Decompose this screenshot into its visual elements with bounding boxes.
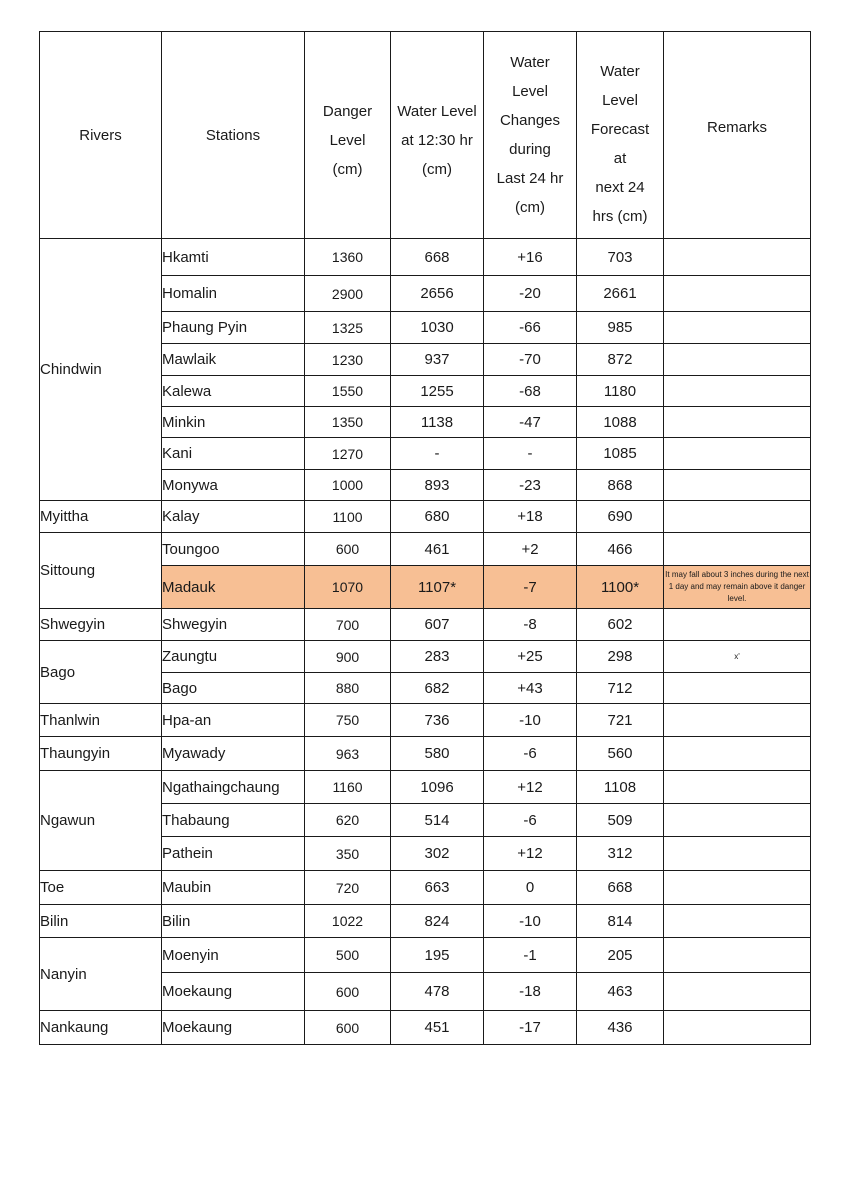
change-cell: -18 xyxy=(484,973,577,1011)
header-line: Level xyxy=(602,92,638,109)
station-cell: Kalay xyxy=(162,501,305,533)
header-line: Last 24 hr xyxy=(496,170,564,187)
remarks-cell xyxy=(664,470,811,501)
danger-level-header xyxy=(305,32,391,239)
station-cell: Minkin xyxy=(162,407,305,438)
danger-level-cell: 700 xyxy=(305,609,391,641)
remarks-cell xyxy=(664,837,811,871)
change-cell: -20 xyxy=(484,276,577,312)
station-cell: Shwegyin xyxy=(162,609,305,641)
water-level-cell: 663 xyxy=(391,871,484,905)
forecast-cell: 298 xyxy=(577,641,664,673)
forecast-cell: 312 xyxy=(577,837,664,871)
danger-level-cell: 1550 xyxy=(305,376,391,407)
danger-level-cell: 1100 xyxy=(305,501,391,533)
river-cell: Chindwin xyxy=(40,239,162,501)
header-line: Changes xyxy=(499,112,561,129)
change-cell: -6 xyxy=(484,737,577,771)
header-line: at 12:30 hr xyxy=(401,131,473,149)
water-level-cell: 283 xyxy=(391,641,484,673)
header-line: Water xyxy=(600,63,640,80)
remarks-cell xyxy=(664,771,811,804)
danger-level-cell: 620 xyxy=(305,804,391,837)
header-line: Forecast xyxy=(590,121,650,138)
station-cell: Phaung Pyin xyxy=(162,312,305,344)
danger-level-cell: 1070 xyxy=(305,566,391,609)
water-level-cell: 302 xyxy=(391,837,484,871)
change-cell: -1 xyxy=(484,938,577,973)
table-row xyxy=(40,905,811,938)
header-line: (cm) xyxy=(515,199,545,216)
forecast-cell: 1085 xyxy=(577,438,664,470)
header-line: Water Level xyxy=(397,102,477,120)
remarks-cell xyxy=(664,407,811,438)
river-cell: Ngawun xyxy=(40,771,162,871)
remarks-cell xyxy=(664,704,811,737)
change-cell: -47 xyxy=(484,407,577,438)
danger-level-cell: 1230 xyxy=(305,344,391,376)
change-cell: +25 xyxy=(484,641,577,673)
water-level-cell: 1255 xyxy=(391,376,484,407)
station-cell: Kalewa xyxy=(162,376,305,407)
water-level-cell: 461 xyxy=(391,533,484,566)
header-row xyxy=(40,32,811,239)
river-cell: Bilin xyxy=(40,905,162,938)
table-row xyxy=(40,1011,811,1045)
change-cell: -70 xyxy=(484,344,577,376)
table-row xyxy=(40,641,811,673)
danger-level-cell: 1160 xyxy=(305,771,391,804)
remarks-cell xyxy=(664,438,811,470)
table-row xyxy=(40,938,811,973)
change-cell: +43 xyxy=(484,673,577,704)
danger-level-cell: 600 xyxy=(305,1011,391,1045)
forecast-cell: 602 xyxy=(577,609,664,641)
water-level-cell: 682 xyxy=(391,673,484,704)
station-cell: Moekaung xyxy=(162,973,305,1011)
forecast-cell: 703 xyxy=(577,239,664,276)
water-level-cell: 2656 xyxy=(391,276,484,312)
station-cell: Thabaung xyxy=(162,804,305,837)
change-cell: -23 xyxy=(484,470,577,501)
table-row xyxy=(40,871,811,905)
danger-level-cell: 900 xyxy=(305,641,391,673)
forecast-cell: 868 xyxy=(577,470,664,501)
water-level-cell: 680 xyxy=(391,501,484,533)
danger-level-cell: 600 xyxy=(305,533,391,566)
forecast-cell: 690 xyxy=(577,501,664,533)
forecast-cell: 985 xyxy=(577,312,664,344)
river-cell: Sittoung xyxy=(40,533,162,609)
water-level-cell: 668 xyxy=(391,239,484,276)
table-row xyxy=(40,533,811,566)
changes-header xyxy=(484,32,577,239)
change-cell: -68 xyxy=(484,376,577,407)
river-cell: Bago xyxy=(40,641,162,704)
station-cell: Hpa-an xyxy=(162,704,305,737)
header-line: next 24 xyxy=(595,179,645,196)
forecast-cell: 509 xyxy=(577,804,664,837)
station-cell: Toungoo xyxy=(162,533,305,566)
forecast-cell: 205 xyxy=(577,938,664,973)
change-cell: -7 xyxy=(484,566,577,609)
station-cell: Hkamti xyxy=(162,239,305,276)
station-cell: Bilin xyxy=(162,905,305,938)
forecast-cell: 1108 xyxy=(577,771,664,804)
forecast-cell: 463 xyxy=(577,973,664,1011)
station-cell: Kani xyxy=(162,438,305,470)
danger-level-cell: 2900 xyxy=(305,276,391,312)
header-line: Level xyxy=(512,83,548,100)
forecast-cell: 436 xyxy=(577,1011,664,1045)
danger-level-cell: 350 xyxy=(305,837,391,871)
remarks-cell xyxy=(664,376,811,407)
forecast-cell: 872 xyxy=(577,344,664,376)
header-line: hrs (cm) xyxy=(592,208,648,225)
water-level-cell: 1096 xyxy=(391,771,484,804)
remarks-cell xyxy=(664,905,811,938)
danger-level-cell: 1350 xyxy=(305,407,391,438)
forecast-header xyxy=(577,32,664,239)
station-cell: Myawady xyxy=(162,737,305,771)
remarks-cell xyxy=(664,938,811,973)
remarks-cell xyxy=(664,239,811,276)
remarks-cell xyxy=(664,609,811,641)
water-level-cell: 736 xyxy=(391,704,484,737)
danger-level-cell: 600 xyxy=(305,973,391,1011)
station-cell: Maubin xyxy=(162,871,305,905)
forecast-cell: 1088 xyxy=(577,407,664,438)
forecast-cell: 712 xyxy=(577,673,664,704)
danger-level-cell: 1000 xyxy=(305,470,391,501)
table-row xyxy=(40,737,811,771)
forecast-cell: 814 xyxy=(577,905,664,938)
river-cell: Myittha xyxy=(40,501,162,533)
change-cell: -10 xyxy=(484,905,577,938)
forecast-cell: 560 xyxy=(577,737,664,771)
change-cell: +18 xyxy=(484,501,577,533)
change-cell: -10 xyxy=(484,704,577,737)
header-line: Water xyxy=(510,54,550,71)
remarks-cell xyxy=(664,973,811,1011)
danger-level-cell: 720 xyxy=(305,871,391,905)
remarks-cell xyxy=(664,312,811,344)
header-line: at xyxy=(613,150,627,167)
forecast-cell: 721 xyxy=(577,704,664,737)
remarks-cell xyxy=(664,344,811,376)
change-cell: - xyxy=(484,438,577,470)
river-cell: Nanyin xyxy=(40,938,162,1011)
rivers-header: Rivers xyxy=(40,32,162,239)
water-level-cell: 451 xyxy=(391,1011,484,1045)
stations-header: Stations xyxy=(162,32,305,239)
water-level-cell: 1138 xyxy=(391,407,484,438)
water-level-cell: 580 xyxy=(391,737,484,771)
table-row xyxy=(40,239,811,276)
remarks-cell: x' xyxy=(664,641,811,673)
danger-level-cell: 750 xyxy=(305,704,391,737)
danger-level-cell: 1022 xyxy=(305,905,391,938)
forecast-cell: 466 xyxy=(577,533,664,566)
danger-level-cell: 500 xyxy=(305,938,391,973)
water-level-table xyxy=(39,31,811,1045)
station-cell: Monywa xyxy=(162,470,305,501)
station-cell: Bago xyxy=(162,673,305,704)
remarks-cell xyxy=(664,501,811,533)
danger-level-cell: 1270 xyxy=(305,438,391,470)
header-line: (cm) xyxy=(332,160,363,178)
river-cell: Toe xyxy=(40,871,162,905)
station-cell: Ngathaingchaung xyxy=(162,771,305,804)
station-cell: Madauk xyxy=(162,566,305,609)
table-body xyxy=(40,239,811,1045)
header-line: during xyxy=(509,141,551,158)
water-level-header xyxy=(391,32,484,239)
river-cell: Shwegyin xyxy=(40,609,162,641)
header-line: (cm) xyxy=(422,160,452,178)
danger-level-cell: 880 xyxy=(305,673,391,704)
station-cell: Zaungtu xyxy=(162,641,305,673)
station-cell: Homalin xyxy=(162,276,305,312)
water-level-cell: 514 xyxy=(391,804,484,837)
water-level-cell: 1030 xyxy=(391,312,484,344)
table-row xyxy=(40,771,811,804)
river-cell: Thanlwin xyxy=(40,704,162,737)
change-cell: -17 xyxy=(484,1011,577,1045)
station-cell: Moenyin xyxy=(162,938,305,973)
remarks-cell xyxy=(664,871,811,905)
change-cell: +12 xyxy=(484,837,577,871)
water-level-cell: 607 xyxy=(391,609,484,641)
table-row xyxy=(40,501,811,533)
change-cell: -8 xyxy=(484,609,577,641)
water-level-cell: 824 xyxy=(391,905,484,938)
remarks-cell xyxy=(664,1011,811,1045)
remarks-cell xyxy=(664,276,811,312)
water-level-cell: 1107* xyxy=(391,566,484,609)
danger-level-cell: 1360 xyxy=(305,239,391,276)
remarks-cell xyxy=(664,533,811,566)
header-line: Danger xyxy=(322,102,373,120)
water-level-cell: 195 xyxy=(391,938,484,973)
change-cell: +2 xyxy=(484,533,577,566)
river-cell: Thaungyin xyxy=(40,737,162,771)
station-cell: Pathein xyxy=(162,837,305,871)
river-cell: Nankaung xyxy=(40,1011,162,1045)
forecast-cell: 2661 xyxy=(577,276,664,312)
table-row xyxy=(40,609,811,641)
water-level-cell: 478 xyxy=(391,973,484,1011)
water-level-cell: 893 xyxy=(391,470,484,501)
remarks-cell xyxy=(664,737,811,771)
forecast-cell: 1100* xyxy=(577,566,664,609)
forecast-cell: 668 xyxy=(577,871,664,905)
danger-level-cell: 963 xyxy=(305,737,391,771)
station-cell: Mawlaik xyxy=(162,344,305,376)
forecast-cell: 1180 xyxy=(577,376,664,407)
remarks-cell xyxy=(664,804,811,837)
change-cell: 0 xyxy=(484,871,577,905)
change-cell: -66 xyxy=(484,312,577,344)
station-cell: Moekaung xyxy=(162,1011,305,1045)
remarks-cell xyxy=(664,673,811,704)
remarks-cell: It may fall about 3 inches during the next 1 day and may remain above it danger level. xyxy=(664,566,811,609)
change-cell: +12 xyxy=(484,771,577,804)
table-row xyxy=(40,704,811,737)
water-level-cell: - xyxy=(391,438,484,470)
remarks-header: Remarks xyxy=(664,32,811,239)
change-cell: +16 xyxy=(484,239,577,276)
change-cell: -6 xyxy=(484,804,577,837)
header-line: Level xyxy=(329,131,366,149)
danger-level-cell: 1325 xyxy=(305,312,391,344)
water-level-cell: 937 xyxy=(391,344,484,376)
